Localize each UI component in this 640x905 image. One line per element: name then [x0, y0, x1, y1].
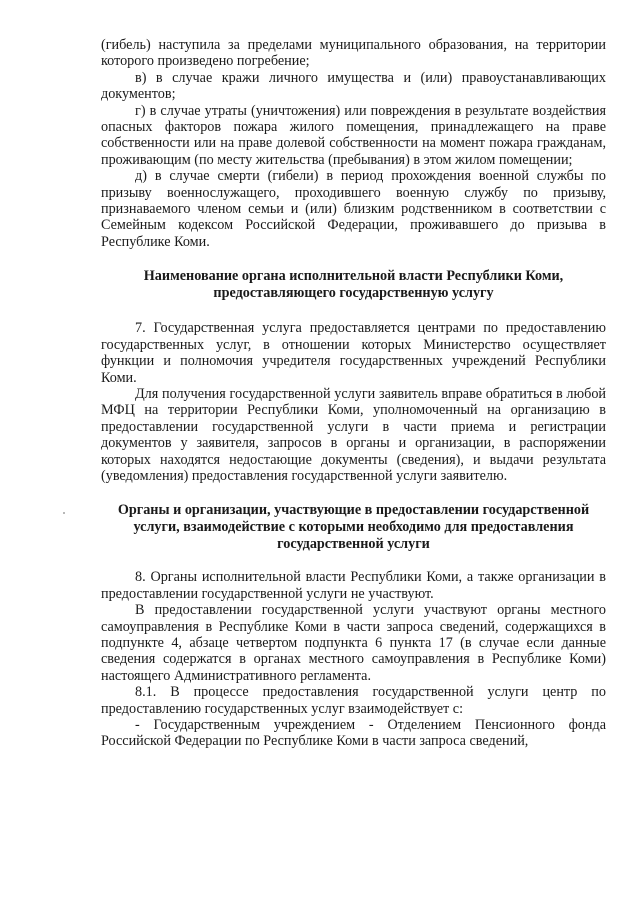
paragraph-pension-fund: - Государственным учреждением - Отделением Пенсионного фонда Российской Федерации по Республике Коми в части запроса сведений, [101, 717, 606, 750]
section-heading-authority: Наименование органа исполнительной власти Республики Коми, предоставляющего государственную услугу [143, 268, 564, 302]
paragraph-local-government: В предоставлении государственной услуги участвуют органы местного самоуправления в Республике Коми в части запроса сведений, содержащихся в подпункте 4, абзаце четвертом подпункта 6 пункта 17 (в случае если данные сведения содержатся в органах местного самоуправления в Республике Коми) настоящего Административного регламента. [101, 602, 606, 684]
scan-speck [63, 512, 65, 514]
paragraph-8: 8. Органы исполнительной власти Республики Коми, а также организации в предоставлении государственной услуги не участвуют. [101, 569, 606, 602]
paragraph-item-d: д) в случае смерти (гибели) в период прохождения военной службы по призыву военнослужащего, проходившего военную службу по призыву, признаваемого членом семьи и (или) близким родственником в соответствии с Семейным кодексом Российской Федерации, проживавшего до призыва в Республике Коми. [101, 168, 606, 250]
paragraph-burial-continuation: (гибель) наступила за пределами муниципального образования, на территории которого произведено погребение; [101, 37, 606, 70]
document-body [101, 37, 606, 750]
paragraph-mfc: Для получения государственной услуги заявитель вправе обратиться в любой МФЦ на территории Республики Коми, уполномоченный на организацию в предоставлении государственной услуги в части приема и регистрации документов у заявителя, запросов в органы и организации, в распоряжении которых находятся недостающие документы (сведения), и выдачи результата (уведомления) предоставления государственной услуги заявителю. [101, 385, 606, 484]
paragraph-8-1: 8.1. В процессе предоставления государственной услуги центр по предоставлению государственных услуг взаимодействует с: [101, 684, 606, 717]
paragraph-7: 7. Государственная услуга предоставляется центрами по предоставлению государственных услуг, в отношении которых Министерство осуществляет функции и полномочия учредителя государственных учреждений Республики Коми. [101, 320, 606, 386]
paragraph-item-g: г) в случае утраты (уничтожения) или повреждения в результате воздействия опасных факторов пожара жилого помещения, принадлежащего на праве собственности или на праве долевой собственности на момент пожара гражданам, проживающим (по месту жительства (пребывания) в этом жилом помещении; [101, 102, 606, 168]
paragraph-item-v: в) в случае кражи личного имущества и (или) правоустанавливающих документов; [101, 69, 606, 103]
section-heading-organizations: Органы и организации, участвующие в предоставлении государственной услуги, взаимодействие с которыми необходимо для предоставления государственной услуги [117, 502, 590, 553]
